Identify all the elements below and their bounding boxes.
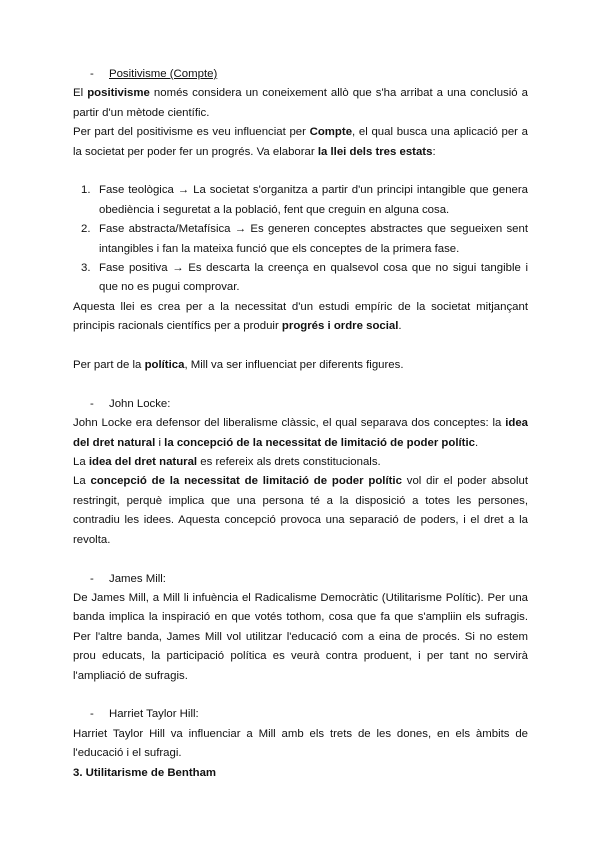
heading-james-mill: James Mill: [109, 572, 166, 585]
paragraph-compte: Per part del positivisme es veu influenciat per Compte, el qual busca una aplicació per a la societat per poder fer un progrés. Va elaborar la llei dels tres estats: [73, 126, 528, 158]
paragraph-james-mill: De James Mill, a Mill li infuència el Radicalisme Democràtic (Utilitarisme Polític). Per una banda implica la inspiració en que votés tothom, cosa que fa que s'ampliin els sufragis. Per l'altre banda, James Mill vol utilitzar l'educació com a eina de procés. Si no estem prou educats, la participació política es veurà contra produent, i per tant no servirà l'ampliació de sufragis. [73, 591, 528, 682]
paragraph-locke-limitacio: La concepció de la necessitat de limitació de poder polític vol dir el poder absolut restringit, perquè implica que una persona té a la disposició a totes les persones, contradiu les idees. Aquesta concepció provoca una separació de poders, i el dret a la revolta. [73, 475, 528, 546]
list-item: 1. Fase teològica → La societat s'organitza a partir d'un principi intangible que genera obediència i seguretat a la població, fent que creguin en alguna cosa. [81, 184, 528, 216]
bullet-dash: - [90, 572, 94, 585]
paragraph-locke-liberalisme: John Locke era defensor del liberalisme clàssic, el qual separava dos conceptes: la idea del dret natural i la concepció de la necessitat de limitació de poder polític. [73, 417, 528, 449]
bullet-dash: - [90, 68, 94, 80]
bullet-harriet-taylor-hill [73, 705, 528, 724]
bullet-dash: - [90, 397, 94, 410]
bullet-dash: - [90, 708, 94, 721]
heading-harriet-taylor-hill: Harriet Taylor Hill: [109, 708, 199, 721]
states-list [73, 181, 528, 297]
paragraph-positivisme-definition: El positivisme només considera un coneixement allò que s'ha arribat a una conclusió a partir d'un mètode científic. [73, 87, 528, 119]
section-heading-bentham: 3. Utilitarisme de Bentham [73, 766, 217, 779]
document-page [73, 65, 528, 783]
heading-john-locke: John Locke: [109, 397, 171, 410]
bullet-james-mill [73, 570, 528, 589]
list-item: 2. Fase abstracta/Metafísica → Es generen conceptes abstractes que segueixen sent intangibles i fan la mateixa funció que els conceptes de la primera fase. [81, 223, 528, 255]
bullet-john-locke [73, 395, 528, 414]
paragraph-llei-purpose: Aquesta llei es crea per a la necessitat d'un estudi empíric de la societat mitjançant principis racionals científics per a produir progrés i ordre social. [73, 300, 528, 333]
list-item: 3. Fase positiva → Es descarta la creença en qualsevol cosa que no sigui tangible i que no es pugui comprovar. [81, 262, 528, 294]
paragraph-politica-intro: Per part de la política, Mill va ser influenciat per diferents figures. [73, 359, 404, 372]
bullet-positivisme [73, 65, 528, 84]
paragraph-locke-dret-natural: La idea del dret natural es refereix als drets constitucionals. [73, 456, 381, 469]
heading-positivisme: Positivisme (Compte) [109, 68, 218, 80]
paragraph-harriet: Harriet Taylor Hill va influenciar a Mill amb els trets de les dones, en els àmbits de l'educació i el sufragi. [73, 727, 528, 760]
